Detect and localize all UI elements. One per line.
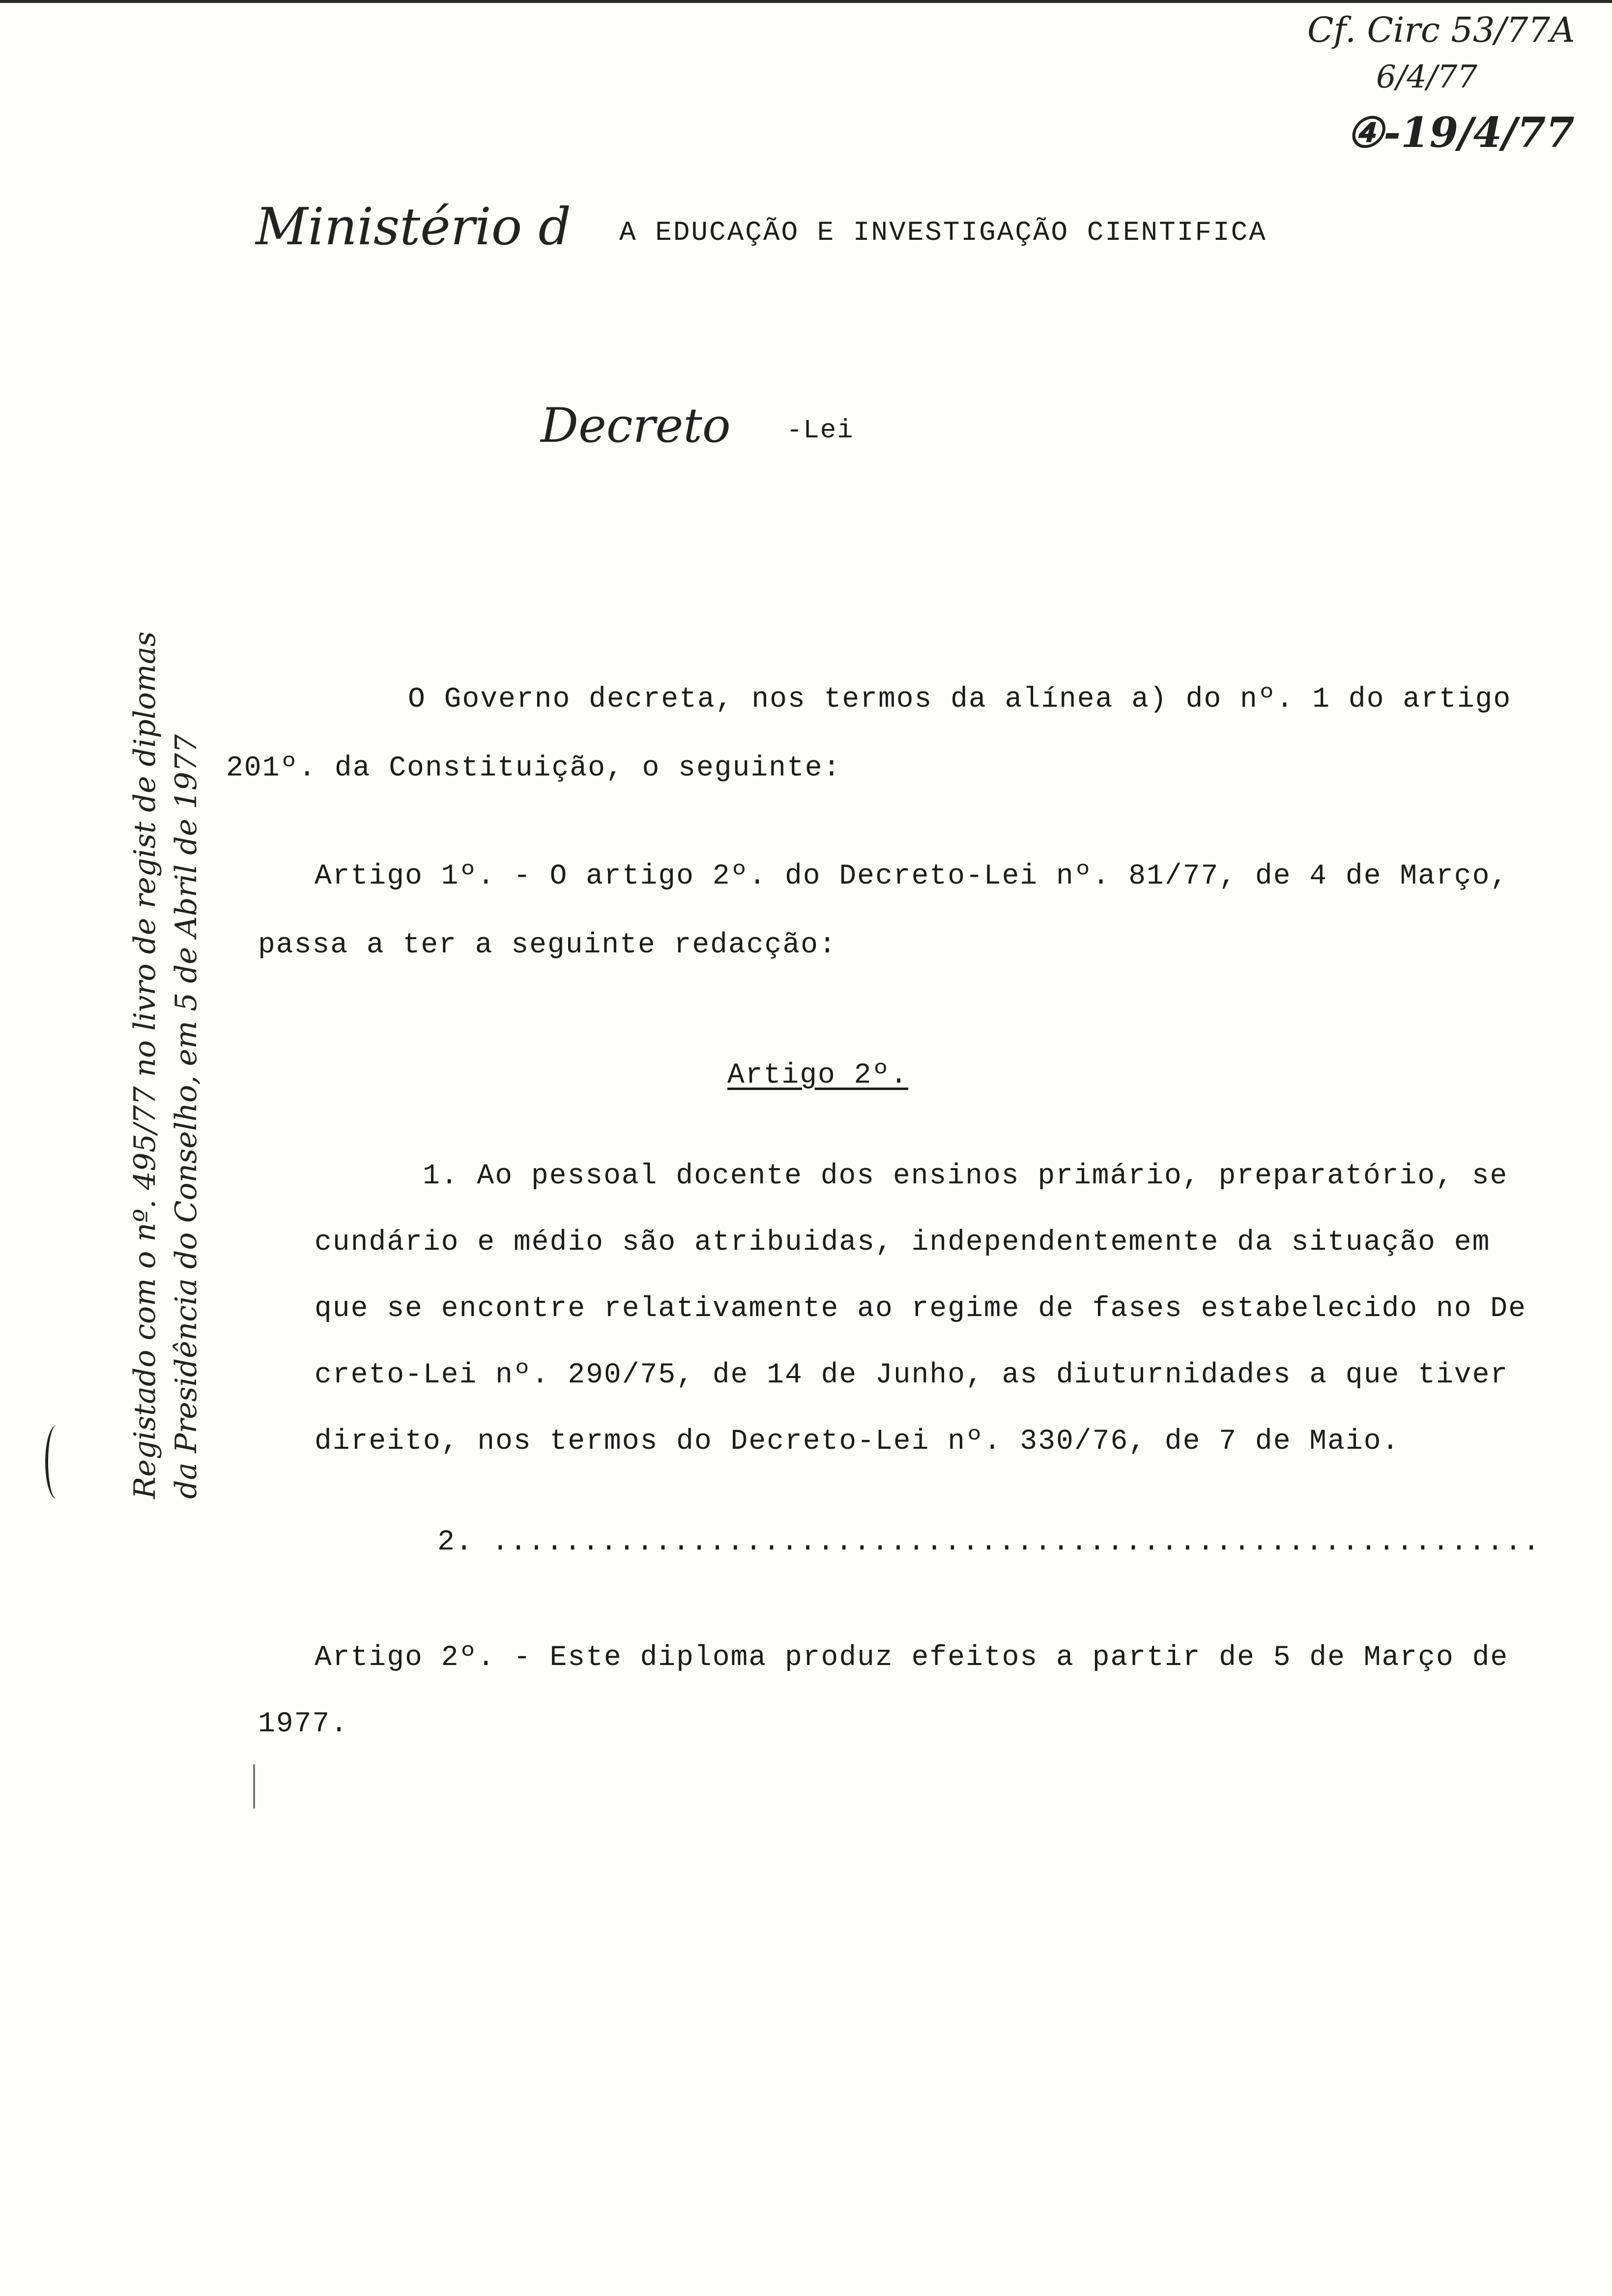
handwritten-ministry: Ministério d <box>256 197 571 257</box>
handwritten-date: 6/4/77 <box>1376 59 1477 95</box>
article-1-line-1: Artigo 1º. - O artigo 2º. do Decreto-Lei nº. 81/77, de 4 de Março, <box>315 861 1509 892</box>
article-2-line-2: 1977. <box>258 1708 349 1740</box>
registration-stamp <box>128 631 203 1499</box>
registration-line-1: Registado com o nº. 495/77 no livro de regist de diplomas <box>128 631 162 1499</box>
handwritten-decree: Decreto <box>541 398 731 453</box>
margin-bracket <box>45 1425 68 1499</box>
item-1-line-4: creto-Lei nº. 290/75, de 14 de Junho, as diuturnidades a que tiver <box>315 1359 1509 1391</box>
intro-line-2: 201º. da Constituição, o seguinte: <box>226 752 841 784</box>
registration-line-2: da Presidência do Conselho, em 5 de Abril de 1977 <box>169 734 203 1499</box>
handwritten-number-date: ④-19/4/77 <box>1347 108 1575 157</box>
article-heading: Artigo 2º. <box>727 1060 909 1091</box>
item-1-line-5: direito, nos termos do Decreto-Lei nº. 330/76, de 7 de Maio. <box>315 1426 1400 1458</box>
intro-line-1: O Governo decreta, nos termos da alínea a) do nº. 1 do artigo <box>408 684 1512 716</box>
article-2-line-1: Artigo 2º. - Este diploma produz efeitos a partir de 5 de Março de <box>315 1642 1509 1674</box>
item-2-dotted: 2. .......................................................... <box>437 1526 1541 1558</box>
handwritten-circular-reference: Cf. Circ 53/77A <box>1307 10 1575 50</box>
article-1-line-2: passa a ter a seguinte redacção: <box>258 929 837 961</box>
item-1-line-3: que se encontre relativamente ao regime de fases estabelecido no De <box>315 1293 1526 1325</box>
item-1-line-1: 1. Ao pessoal docente dos ensinos primário, preparatório, se <box>423 1160 1508 1192</box>
ministry-title: A EDUCAÇÃO E INVESTIGAÇÃO CIENTIFICA <box>619 217 1267 248</box>
stray-mark <box>253 1764 255 1808</box>
item-1-line-2: cundário e médio são atribuidas, independentemente da situação em <box>315 1227 1491 1259</box>
decree-suffix: -Lei <box>786 416 854 446</box>
top-edge-line <box>0 0 1612 3</box>
